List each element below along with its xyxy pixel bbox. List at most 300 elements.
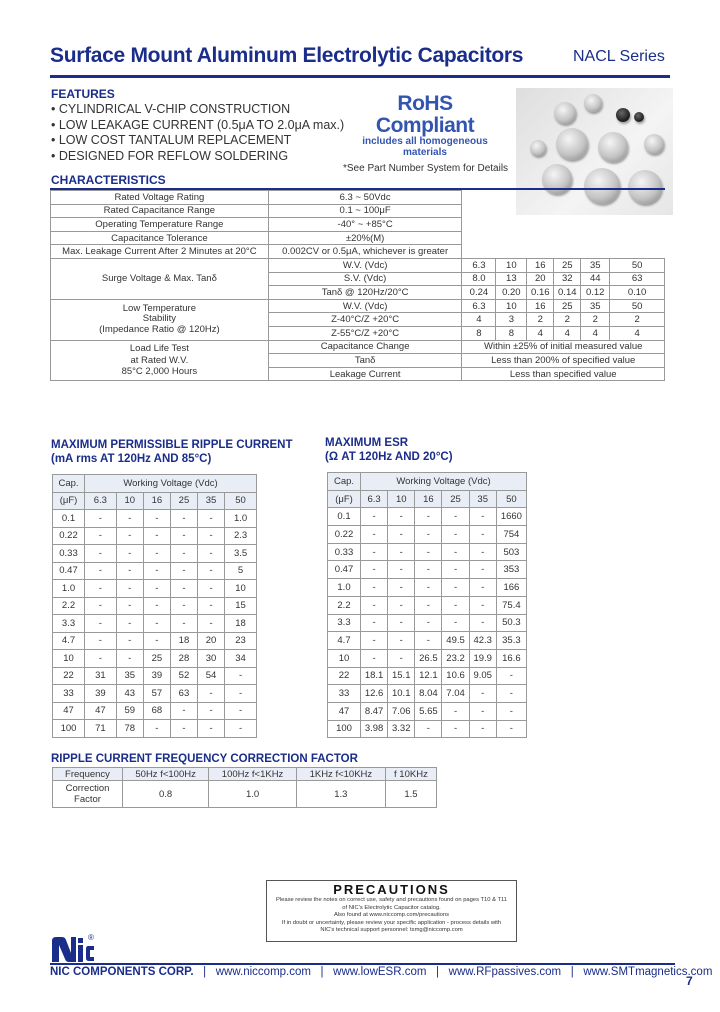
table-header: 25 xyxy=(170,492,197,510)
table-row xyxy=(328,702,527,720)
table-cell: - xyxy=(442,543,469,561)
ripple-title-line: MAXIMUM PERMISSIBLE RIPPLE CURRENT xyxy=(51,439,293,451)
table-cell: 0.10 xyxy=(610,286,665,300)
table-row xyxy=(51,299,665,313)
table-cell xyxy=(51,299,269,340)
table-cell: 2.3 xyxy=(225,527,257,545)
table-cell: 4 xyxy=(610,326,665,340)
page-title: Surface Mount Aluminum Electrolytic Capacitors xyxy=(50,44,524,67)
table-cell: - xyxy=(388,508,415,526)
table-cell: - xyxy=(496,702,526,720)
precautions-title: PRECAUTIONS xyxy=(333,882,450,897)
footer-separator: | xyxy=(429,966,446,978)
table-row xyxy=(328,543,527,561)
table-cell: 6.3 xyxy=(462,258,496,272)
footer-link-lowesr[interactable]: www.lowESR.com xyxy=(333,966,427,978)
table-cell: - xyxy=(116,562,143,580)
ripple-title xyxy=(51,438,293,466)
table-cell: - xyxy=(143,580,170,598)
table-cell: - xyxy=(442,720,469,738)
table-row xyxy=(53,720,257,738)
table-cell: 22 xyxy=(328,667,361,685)
table-cell: 49.5 xyxy=(442,632,469,650)
table-cell xyxy=(51,340,269,381)
table-cell: 8 xyxy=(496,326,527,340)
table-cell: 39 xyxy=(143,667,170,685)
table-cell: Rated Voltage Rating xyxy=(51,191,269,205)
table-cell: 100 xyxy=(53,720,85,738)
characteristics-table xyxy=(50,190,665,381)
table-cell: Z-40°C/Z +20°C xyxy=(268,313,462,327)
feature-item: • LOW LEAKAGE CURRENT (0.5μA TO 2.0μA max.) xyxy=(51,117,345,132)
table-cell: 4 xyxy=(581,326,610,340)
table-cell: - xyxy=(225,667,257,685)
table-cell: -40° ~ +85°C xyxy=(268,218,462,232)
table-cell: 0.22 xyxy=(328,526,361,544)
table-header: 50Hz f<100Hz xyxy=(123,768,209,781)
table-cell: 10 xyxy=(53,650,85,668)
footer-divider xyxy=(50,963,675,965)
table-cell: 59 xyxy=(116,702,143,720)
table-cell: 18 xyxy=(170,632,197,650)
table-cell: 166 xyxy=(496,579,526,597)
footer-link-smtmagnetics[interactable]: www.SMTmagnetics.com xyxy=(583,966,713,978)
table-cell: 16 xyxy=(527,299,554,313)
rohs-subtext: includes all homogeneous materials xyxy=(362,136,488,158)
capacitor-image xyxy=(644,134,664,154)
capacitor-image xyxy=(584,94,602,112)
table-cell: 3 xyxy=(496,313,527,327)
table-cell: - xyxy=(85,632,117,650)
table-cell: - xyxy=(469,543,496,561)
table-cell: 30 xyxy=(198,650,225,668)
table-cell: - xyxy=(469,526,496,544)
table-cell: - xyxy=(415,596,442,614)
part-number-note: *See Part Number System for Details xyxy=(343,163,509,174)
table-header: f 10KHz xyxy=(385,768,436,781)
table-cell: 2 xyxy=(610,313,665,327)
table-cell: - xyxy=(442,702,469,720)
precautions-line: of NIC's Electrolytic Capacitor catalog. xyxy=(342,904,441,911)
features-list xyxy=(51,102,344,164)
table-cell: - xyxy=(85,615,117,633)
table-cell: 75.4 xyxy=(496,596,526,614)
table-cell: 20 xyxy=(198,632,225,650)
table-cell: - xyxy=(442,579,469,597)
table-cell: 7.04 xyxy=(442,685,469,703)
table-cell: - xyxy=(143,720,170,738)
table-cell: - xyxy=(143,615,170,633)
table-header-row xyxy=(53,475,257,493)
table-row xyxy=(53,580,257,598)
footer-link-niccomp[interactable]: www.niccomp.com xyxy=(215,966,311,978)
table-cell: - xyxy=(116,580,143,598)
table-cell: - xyxy=(469,508,496,526)
table-header: Cap. xyxy=(53,475,85,493)
table-cell: - xyxy=(415,614,442,632)
table-cell: - xyxy=(85,527,117,545)
table-row xyxy=(53,685,257,703)
table-cell: - xyxy=(361,543,388,561)
table-cell: - xyxy=(388,526,415,544)
table-cell: W.V. (Vdc) xyxy=(268,258,462,272)
table-cell: - xyxy=(198,580,225,598)
table-cell: - xyxy=(225,702,257,720)
table-cell: 0.33 xyxy=(328,543,361,561)
table-cell: 8.0 xyxy=(462,272,496,286)
table-cell: 0.22 xyxy=(53,527,85,545)
table-cell: 2 xyxy=(581,313,610,327)
empty-cell xyxy=(462,218,665,232)
feature-item: • CYLINDRICAL V-CHIP CONSTRUCTION xyxy=(51,102,291,116)
table-row xyxy=(328,526,527,544)
table-cell: Surge Voltage & Max. Tanδ xyxy=(51,258,269,299)
table-cell: 6.3 xyxy=(462,299,496,313)
table-cell: W.V. (Vdc) xyxy=(268,299,462,313)
table-cell: - xyxy=(170,562,197,580)
table-cell: - xyxy=(361,561,388,579)
table-row xyxy=(51,191,665,205)
table-cell: - xyxy=(116,510,143,528)
table-cell: 3.3 xyxy=(328,614,361,632)
table-cell: Z-55°C/Z +20°C xyxy=(268,326,462,340)
table-header: Frequency xyxy=(53,768,123,781)
table-cell: - xyxy=(143,632,170,650)
table-cell: - xyxy=(170,527,197,545)
table-cell: - xyxy=(442,596,469,614)
table-header: 100Hz f<1KHz xyxy=(209,768,297,781)
table-row xyxy=(328,667,527,685)
table-row xyxy=(51,231,665,245)
empty-cell xyxy=(462,245,665,259)
table-cell: - xyxy=(170,615,197,633)
table-cell: 9.05 xyxy=(469,667,496,685)
series-name: NACL Series xyxy=(573,48,665,65)
table-cell: 57 xyxy=(143,685,170,703)
table-cell: 16.6 xyxy=(496,649,526,667)
table-cell: Tanδ xyxy=(268,354,462,368)
table-cell: 13 xyxy=(496,272,527,286)
table-cell: Less than 200% of specified value xyxy=(462,354,665,368)
table-cell: - xyxy=(361,614,388,632)
table-row xyxy=(53,650,257,668)
table-header: Cap. xyxy=(328,473,361,491)
precautions-link[interactable]: Also found at www.niccomp.com/precautions xyxy=(333,912,450,918)
table-cell: - xyxy=(198,510,225,528)
table-cell: - xyxy=(469,685,496,703)
table-cell: 35 xyxy=(581,258,610,272)
table-cell: 34 xyxy=(225,650,257,668)
table-cell: 25 xyxy=(143,650,170,668)
footer-link-rfpassives[interactable]: www.RFpassives.com xyxy=(448,966,562,978)
table-cell: 47 xyxy=(328,702,361,720)
table-cell: - xyxy=(198,615,225,633)
table-cell: - xyxy=(469,561,496,579)
table-cell: 7.06 xyxy=(388,702,415,720)
table-row xyxy=(51,340,665,354)
rohs-title: RoHS xyxy=(397,92,453,115)
table-cell: Capacitance Change xyxy=(268,340,462,354)
table-cell: 1.0 xyxy=(225,510,257,528)
table-cell: 1.5 xyxy=(385,781,436,808)
feature-item: • DESIGNED FOR REFLOW SOLDERING xyxy=(51,148,289,163)
table-cell: 1.0 xyxy=(209,781,297,808)
empty-cell xyxy=(462,231,665,245)
table-cell: 0.14 xyxy=(554,286,581,300)
table-cell: 3.32 xyxy=(388,720,415,738)
table-cell: 50.3 xyxy=(496,614,526,632)
esr-title-line: MAXIMUM ESR xyxy=(325,437,409,449)
table-cell: 63 xyxy=(610,272,665,286)
table-header: 6.3 xyxy=(361,490,388,508)
table-cell: 35.3 xyxy=(496,632,526,650)
table-cell: - xyxy=(170,702,197,720)
table-row xyxy=(53,562,257,580)
esr-title-line: (Ω AT 120Hz AND 20°C) xyxy=(325,451,453,463)
table-cell: 3.5 xyxy=(225,545,257,563)
table-cell: - xyxy=(170,720,197,738)
table-row xyxy=(328,508,527,526)
table-cell: - xyxy=(198,685,225,703)
table-cell: Rated Capacitance Range xyxy=(51,204,269,218)
table-cell: - xyxy=(116,527,143,545)
table-header: 50 xyxy=(225,492,257,510)
characteristics-heading: CHARACTERISTICS xyxy=(51,173,166,187)
table-cell: 0.1 xyxy=(53,510,85,528)
table-cell: 0.1 xyxy=(328,508,361,526)
table-header: (μF) xyxy=(53,492,85,510)
table-cell: 33 xyxy=(328,685,361,703)
table-cell: 6.3 ~ 50Vdc xyxy=(268,191,462,205)
table-cell: 5.65 xyxy=(415,702,442,720)
loadlife-label: at Rated W.V. xyxy=(130,354,189,366)
table-cell: 12.1 xyxy=(415,667,442,685)
rohs-compliant: Compliant xyxy=(375,114,475,137)
registered-mark: ® xyxy=(88,933,94,942)
table-cell: - xyxy=(442,561,469,579)
table-cell: - xyxy=(388,649,415,667)
table-row xyxy=(328,614,527,632)
table-cell: 4 xyxy=(554,326,581,340)
table-cell: 25 xyxy=(554,258,581,272)
table-cell: - xyxy=(361,508,388,526)
capacitor-image xyxy=(530,140,546,156)
ripple-current-table xyxy=(52,474,257,738)
table-cell: 0.33 xyxy=(53,545,85,563)
table-cell: 35 xyxy=(116,667,143,685)
table-cell: - xyxy=(388,632,415,650)
table-row xyxy=(328,596,527,614)
table-cell: - xyxy=(442,508,469,526)
table-cell: - xyxy=(415,508,442,526)
table-cell: 2 xyxy=(554,313,581,327)
table-cell: 503 xyxy=(496,543,526,561)
table-cell: - xyxy=(496,720,526,738)
table-cell: 10 xyxy=(225,580,257,598)
lowtemp-label: (Impedance Ratio @ 120Hz) xyxy=(99,323,220,335)
factor-label: Factor xyxy=(74,794,101,805)
table-cell: - xyxy=(388,561,415,579)
table-row xyxy=(328,579,527,597)
table-cell: - xyxy=(170,545,197,563)
table-cell: 4.7 xyxy=(53,632,85,650)
table-row xyxy=(328,720,527,738)
lowtemp-label: Stability xyxy=(142,313,177,325)
table-cell: 0.20 xyxy=(496,286,527,300)
table-cell: - xyxy=(225,720,257,738)
table-cell: 0.16 xyxy=(527,286,554,300)
table-header: 10 xyxy=(116,492,143,510)
esr-table xyxy=(327,472,527,738)
table-cell: - xyxy=(361,526,388,544)
table-cell: 8.47 xyxy=(361,702,388,720)
table-cell: - xyxy=(85,650,117,668)
table-cell: 2.2 xyxy=(53,597,85,615)
rohs-badge xyxy=(340,92,510,158)
ripple-title-line: (mA rms AT 120Hz AND 85°C) xyxy=(51,453,212,465)
table-row xyxy=(51,245,665,259)
table-cell: - xyxy=(361,596,388,614)
table-cell: 52 xyxy=(170,667,197,685)
table-cell: 754 xyxy=(496,526,526,544)
table-cell: - xyxy=(170,510,197,528)
table-cell: 33 xyxy=(53,685,85,703)
table-cell: - xyxy=(469,614,496,632)
table-cell: 18.1 xyxy=(361,667,388,685)
table-cell: Less than specified value xyxy=(462,367,665,381)
table-cell: 0.24 xyxy=(462,286,496,300)
table-cell xyxy=(53,781,123,808)
table-cell: - xyxy=(496,667,526,685)
table-row xyxy=(53,597,257,615)
table-cell: - xyxy=(198,720,225,738)
table-cell: - xyxy=(116,650,143,668)
table-cell: - xyxy=(361,649,388,667)
table-cell: 8.04 xyxy=(415,685,442,703)
table-cell: 15.1 xyxy=(388,667,415,685)
table-cell: 25 xyxy=(554,299,581,313)
table-row xyxy=(53,702,257,720)
table-cell: - xyxy=(388,596,415,614)
table-cell: - xyxy=(415,632,442,650)
table-row xyxy=(53,527,257,545)
company-name: NIC COMPONENTS CORP. xyxy=(50,966,194,978)
table-cell: - xyxy=(225,685,257,703)
table-cell: 31 xyxy=(85,667,117,685)
table-cell: 1.3 xyxy=(296,781,385,808)
table-cell: 1.0 xyxy=(328,579,361,597)
table-row xyxy=(328,649,527,667)
table-cell: 100 xyxy=(328,720,361,738)
table-cell: 28 xyxy=(170,650,197,668)
table-cell: - xyxy=(143,510,170,528)
table-header: 16 xyxy=(415,490,442,508)
table-row xyxy=(328,632,527,650)
table-cell: 18 xyxy=(225,615,257,633)
precautions-line: Please review the notes on correct use, safety and precautions found on pages T10 & T11 xyxy=(275,897,508,903)
precautions-box xyxy=(266,880,517,942)
table-cell: 63 xyxy=(170,685,197,703)
table-cell: Operating Temperature Range xyxy=(51,218,269,232)
table-row xyxy=(53,615,257,633)
table-cell: 50 xyxy=(610,299,665,313)
table-cell: 39 xyxy=(85,685,117,703)
capacitor-image xyxy=(598,132,628,162)
table-cell: 78 xyxy=(116,720,143,738)
table-row xyxy=(328,561,527,579)
table-cell: - xyxy=(116,615,143,633)
page-number: 7 xyxy=(686,974,693,988)
precautions-line: NIC's technical support personnel: tsmg@niccomp.com xyxy=(320,927,463,933)
table-cell: - xyxy=(469,702,496,720)
freq-title: RIPPLE CURRENT FREQUENCY CORRECTION FACTOR xyxy=(51,753,358,765)
table-header-row xyxy=(53,492,257,510)
table-cell: 43 xyxy=(116,685,143,703)
capacitor-image xyxy=(556,128,588,160)
table-cell: - xyxy=(388,614,415,632)
table-cell: 10.6 xyxy=(442,667,469,685)
footer-separator: | xyxy=(564,966,581,978)
table-cell: Tanδ @ 120Hz/20°C xyxy=(268,286,462,300)
lowtemp-label: Low Temperature xyxy=(122,302,196,314)
table-cell: Capacitance Tolerance xyxy=(51,231,269,245)
table-cell: 0.1 ~ 100μF xyxy=(268,204,462,218)
table-cell: - xyxy=(143,545,170,563)
header-divider xyxy=(50,75,670,78)
table-cell: - xyxy=(469,720,496,738)
table-cell: 54 xyxy=(198,667,225,685)
table-header: Working Voltage (Vdc) xyxy=(361,473,527,491)
table-cell: - xyxy=(116,632,143,650)
table-cell: 8 xyxy=(462,326,496,340)
loadlife-label: Load Life Test xyxy=(129,343,189,355)
table-cell: 68 xyxy=(143,702,170,720)
table-cell: 10 xyxy=(328,649,361,667)
table-cell: 23 xyxy=(225,632,257,650)
table-cell: 2 xyxy=(527,313,554,327)
table-cell: 5 xyxy=(225,562,257,580)
table-cell: 23.2 xyxy=(442,649,469,667)
table-cell: 42.3 xyxy=(469,632,496,650)
table-row xyxy=(53,510,257,528)
table-cell: 35 xyxy=(581,299,610,313)
table-cell: 0.12 xyxy=(581,286,610,300)
table-cell: - xyxy=(415,526,442,544)
table-cell: - xyxy=(415,561,442,579)
footer-separator: | xyxy=(314,966,330,978)
table-cell: - xyxy=(143,527,170,545)
table-header: 6.3 xyxy=(85,492,117,510)
table-cell: 3.98 xyxy=(361,720,388,738)
table-row xyxy=(328,685,527,703)
table-cell: 2.2 xyxy=(328,596,361,614)
table-cell: - xyxy=(198,597,225,615)
table-cell: - xyxy=(85,545,117,563)
table-cell: - xyxy=(170,580,197,598)
table-row xyxy=(53,545,257,563)
table-header: 10 xyxy=(388,490,415,508)
esr-title xyxy=(325,436,453,464)
table-cell: 47 xyxy=(53,702,85,720)
table-cell: 16 xyxy=(527,258,554,272)
precautions-line: If in doubt or uncertainty, please review your specific application - process details with xyxy=(281,919,502,926)
table-header-row xyxy=(53,768,437,781)
table-cell: 0.8 xyxy=(123,781,209,808)
table-cell: - xyxy=(415,543,442,561)
table-cell: - xyxy=(361,632,388,650)
table-cell: - xyxy=(442,526,469,544)
table-header-row xyxy=(328,490,527,508)
